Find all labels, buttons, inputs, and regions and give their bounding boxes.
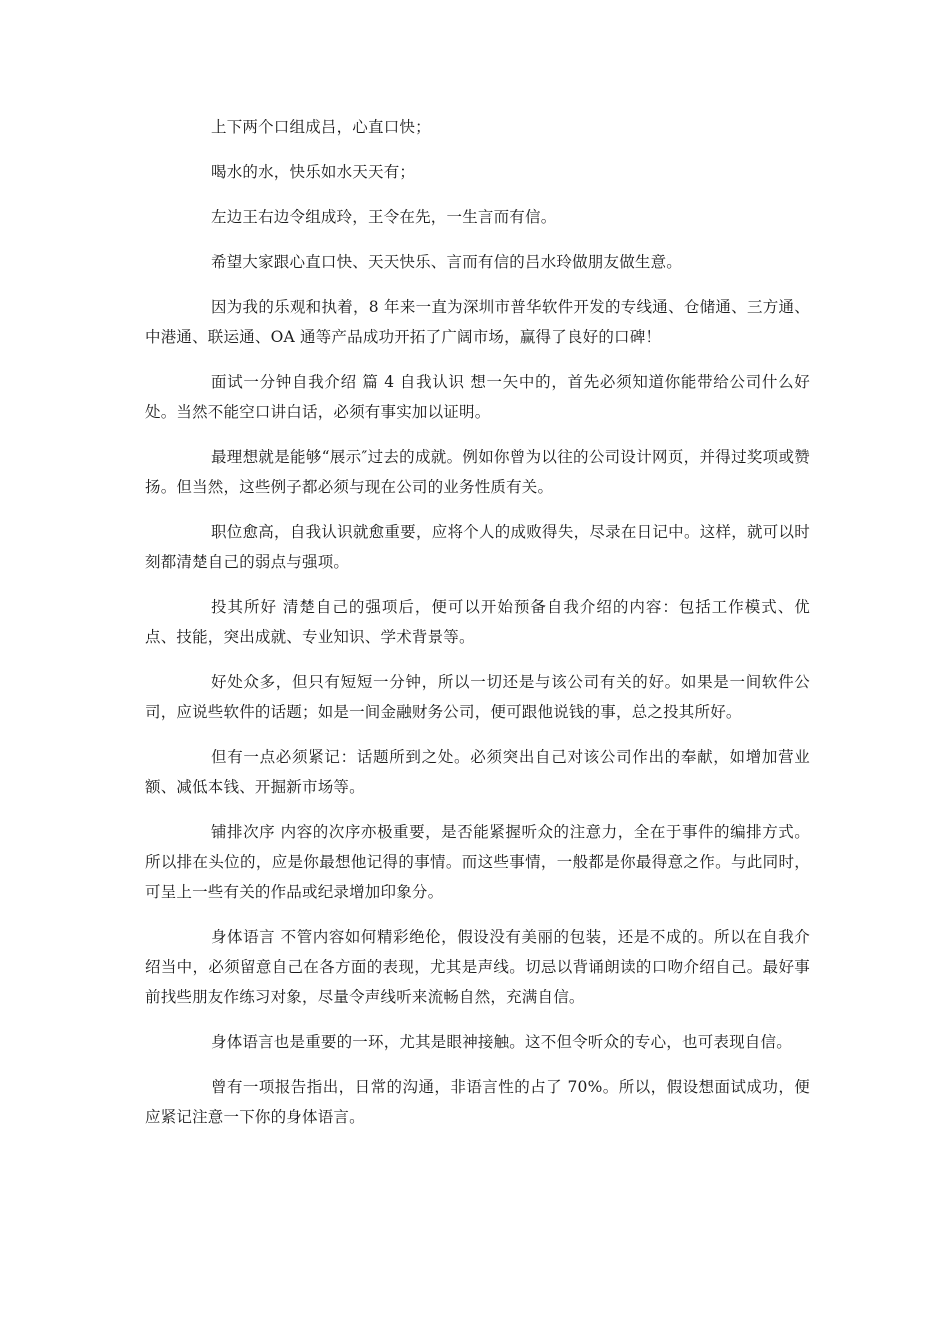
document-body	[145, 112, 810, 1147]
paragraph: 曾有一项报告指出，日常的沟通，非语言性的占了 70%。所以，假设想面试成功，便应紧记注意一下你的身体语言。	[145, 1078, 810, 1126]
paragraph: 面试一分钟自我介绍 篇 4 自我认识 想一矢中的，首先必须知道你能带给公司什么好处。当然不能空口讲白话，必须有事实加以证明。	[145, 373, 810, 421]
paragraph: 投其所好 清楚自己的强项后，便可以开始预备自我介绍的内容：包括工作模式、优点、技能，突出成就、专业知识、学术背景等。	[145, 598, 810, 646]
paragraph: 铺排次序 内容的次序亦极重要，是否能紧握听众的注意力，全在于事件的编排方式。所以排在头位的，应是你最想他记得的事情。而这些事情，一般都是你最得意之作。与此同时，可呈上一些有关的作品或纪录增加印象分。	[145, 823, 810, 901]
paragraph: 希望大家跟心直口快、天天快乐、言而有信的吕水玲做朋友做生意。	[211, 253, 683, 271]
paragraph: 身体语言也是重要的一环，尤其是眼神接触。这不但令听众的专心，也可表现自信。	[211, 1033, 792, 1051]
paragraph: 喝水的水，快乐如水天天有；	[211, 163, 416, 181]
paragraph: 最理想就是能够“展示″过去的成就。例如你曾为以往的公司设计网页，并得过奖项或赞扬。但当然，这些例子都必须与现在公司的业务性质有关。	[145, 448, 810, 496]
paragraph: 上下两个口组成吕，心直口快；	[211, 118, 431, 136]
paragraph: 身体语言 不管内容如何精彩绝伦，假设没有美丽的包装，还是不成的。所以在自我介绍当中，必须留意自己在各方面的表现，尤其是声线。切忌以背诵朗读的口吻介绍自己。最好事前找些朋友作练习对象，尽量令声线听来流畅自然，充满自信。	[145, 928, 810, 1006]
paragraph: 好处众多，但只有短短一分钟，所以一切还是与该公司有关的好。如果是一间软件公司，应说些软件的话题；如是一间金融财务公司，便可跟他说钱的事，总之投其所好。	[145, 673, 810, 721]
paragraph: 职位愈高，自我认识就愈重要，应将个人的成败得失，尽录在日记中。这样，就可以时刻都清楚自己的弱点与强项。	[145, 523, 810, 571]
paragraph: 左边王右边令组成玲，王令在先，一生言而有信。	[211, 208, 557, 226]
paragraph: 因为我的乐观和执着，8 年来一直为深圳市普华软件开发的专线通、仓储通、三方通、中港通、联运通、OA 通等产品成功开拓了广阔市场，赢得了良好的口碑！	[145, 298, 810, 346]
paragraph: 但有一点必须紧记：话题所到之处。必须突出自己对该公司作出的奉献，如增加营业额、减低本钱、开掘新市场等。	[145, 748, 810, 796]
